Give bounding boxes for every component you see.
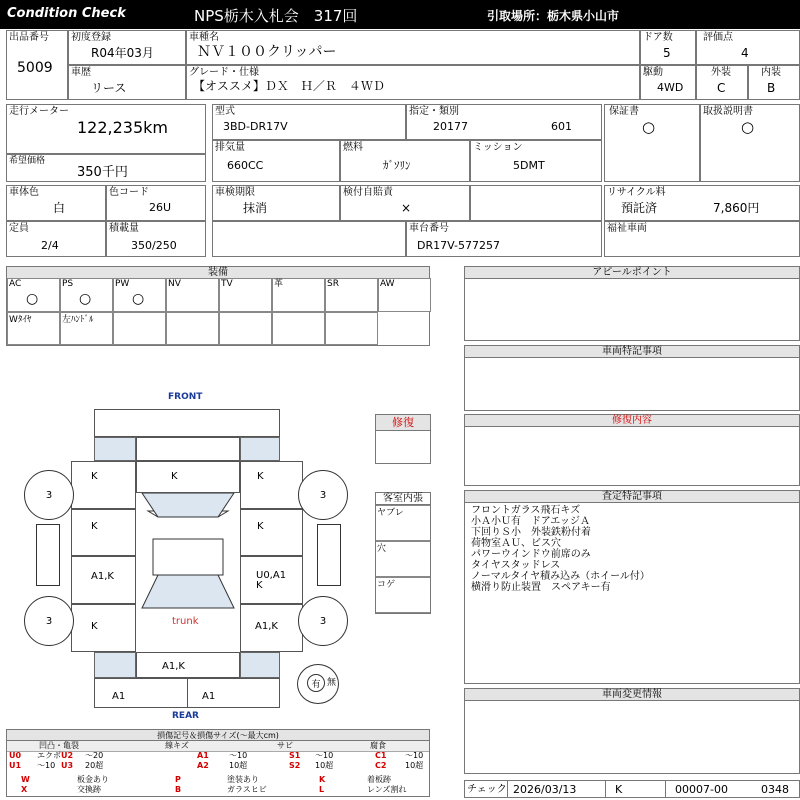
legend-code: A2 [197, 761, 209, 770]
footer-bar: チェック 2026/03/13 K 00007-00 0348 [464, 780, 800, 798]
lot-cell: 出品番号 5009 [6, 30, 68, 100]
front-fender-right [240, 437, 280, 461]
front-fender-left [94, 437, 136, 461]
roof-area [136, 493, 240, 611]
legend-text: 10超 [229, 761, 248, 770]
interior-cell [376, 505, 430, 541]
interior-label: コゲ [377, 580, 396, 590]
designation-cell: 指定・類別 20177 601 [406, 104, 602, 140]
legend-text: 〜10 [229, 751, 248, 760]
equipment-cell [7, 278, 60, 312]
check-date: 2026/03/13 [513, 783, 577, 796]
color-cell: 車体色 白 [6, 185, 106, 221]
change-info-panel: 車両変更情報 [464, 688, 800, 774]
manual-mark: ○ [741, 118, 755, 136]
legend-text: 20超 [85, 761, 104, 770]
legend-text: 〜10 [37, 761, 56, 770]
legend-text: ガラスヒビ [227, 785, 267, 794]
grade-score: 4 [741, 46, 749, 60]
blank-cell-2 [212, 221, 406, 257]
legend-code: U0 [9, 751, 22, 760]
tire-rr: 3 [298, 596, 348, 646]
recycle-cell: リサイクル料 預託済 7,860円 [604, 185, 800, 221]
equipment-label: NV [168, 279, 181, 289]
legend-group: サビ [243, 741, 327, 752]
legend-text: レンズ割れ [367, 785, 407, 794]
price-cell: 希望価格 350千円 [6, 154, 206, 182]
equipment-mark: ○ [79, 291, 92, 307]
hood [136, 461, 240, 493]
name-cell: 車種名 ＮＶ１００クリッパー [186, 30, 640, 65]
inspection-note: 横滑り防止装置 スペアキー有 [471, 582, 611, 593]
legend-text: 10超 [315, 761, 334, 770]
header-bar [0, 0, 800, 29]
equipment-label: PS [62, 279, 74, 289]
equipment-mark: ○ [132, 291, 145, 307]
auction-name: NPS栃木入札会 317回 [194, 7, 358, 25]
capacity-cell: 定員 2/4 [6, 221, 106, 257]
legend-code: S1 [289, 751, 301, 760]
legend-text: 〜20 [85, 751, 104, 760]
special-notes-panel: 車両特記事項 [464, 345, 800, 411]
legend-code: S2 [289, 761, 301, 770]
appeal-panel: アピールポイント [464, 266, 800, 341]
equipment-cell [272, 312, 325, 345]
equipment-cell [166, 312, 219, 345]
rear-gate [136, 652, 240, 678]
legend-group: 凹凸・亀裂 [7, 741, 111, 752]
pickup-location: 引取場所：栃木県小山市 [487, 9, 620, 23]
l-door [71, 509, 136, 556]
jibai-cell: 検付自賠責 × [340, 185, 470, 221]
warranty-cell: 保証書 ○ [604, 104, 700, 182]
legend-code: X [21, 785, 28, 794]
equipment-cell [219, 312, 272, 345]
interior-cell [376, 541, 430, 577]
rear-fender-left [94, 652, 136, 678]
legend-code: P [175, 775, 181, 784]
legend-code: A1 [197, 751, 209, 760]
right-side-window [317, 524, 341, 586]
legend-code: K [319, 775, 326, 784]
legend-code: C2 [375, 761, 387, 770]
equipment-cell [219, 278, 272, 312]
inspection-note: フロントガラス飛石キズ [471, 505, 581, 516]
mission-cell: ミッション 5DMT [470, 140, 602, 182]
manual-cell: 取扱説明書 ○ [700, 104, 800, 182]
blank-cell-1 [470, 185, 602, 221]
repair-box: 修復 [375, 414, 431, 464]
rl-quarter [71, 604, 136, 652]
mileage-cell: 走行メーター 122,235km [6, 104, 206, 154]
legend-code: U3 [61, 761, 74, 770]
legend-text: エクボ [37, 751, 61, 760]
shaken-cell: 車検期限 抹消 [212, 185, 340, 221]
legend-text: 〜10 [315, 751, 334, 760]
load-cell: 積載量 350/250 [106, 221, 206, 257]
equipment-cell [378, 278, 431, 312]
legend-text: 板金あり [77, 775, 109, 784]
car-name: ＮＶ１００クリッパー [197, 44, 337, 60]
fl-door [71, 461, 136, 509]
legend-code: B [175, 785, 182, 794]
equipment-label: AC [9, 279, 22, 289]
front-bumper [94, 409, 280, 437]
interior-label: ヤブレ [377, 508, 404, 518]
equipment-label: SR [327, 279, 339, 289]
equipment-cell [60, 278, 113, 312]
legend-group: 腐食 [327, 741, 429, 752]
inspection-note: パワーウインドウ前席のみ [471, 549, 591, 560]
equipment-label: AW [380, 279, 395, 289]
equipment-label: TV [221, 279, 233, 289]
legend-text: 10超 [405, 761, 424, 770]
warranty-mark: ○ [642, 118, 656, 136]
legend-code: C1 [375, 751, 387, 760]
tire-rl: 3 [24, 596, 74, 646]
inspection-note: 小Ａ小Ｕ有 ドアエッジＡ [471, 516, 590, 527]
interior-cell [376, 577, 430, 613]
chassis-cell: 車台番号 DR17V-577257 [406, 221, 602, 257]
damage-legend: 損傷記号＆損傷サイズ(〜最大cm) 凹凸・亀裂 線キズ サビ 腐食 U0 エクボ U2 〜20 A1 〜10 S1 〜10 C1 〜10 U1 〜10 U3 20超 A2 10超 S2 10超 C2 10超 W 板金あり P 塗装あり K 着板跡 X 交換跡 B ガラスヒビ L レンズ割れ [6, 729, 430, 797]
legend-text: 着板跡 [367, 775, 391, 784]
fr-door [240, 461, 303, 509]
doors-cell: ドア数 5 [640, 30, 696, 65]
fuel-cell: 燃料 ｶﾞｿﾘﾝ [340, 140, 470, 182]
color-code-cell: 色コード 26U [106, 185, 206, 221]
tire-fr: 3 [298, 470, 348, 520]
equipment-cell [113, 278, 166, 312]
equipment-cell [272, 278, 325, 312]
interior-label: 穴 [377, 544, 387, 554]
equipment-cell [325, 312, 378, 345]
legend-code: U2 [61, 751, 74, 760]
equipment-label: 革 [274, 279, 284, 289]
displacement-cell: 排気量 660CC [212, 140, 340, 182]
interior-box: 客室内張 ヤブレ 穴 コゲ [375, 492, 431, 614]
equipment-label: PW [115, 279, 130, 289]
legend-group: 線キズ [111, 741, 243, 752]
first-registration: R04年03月 [91, 46, 154, 60]
tire-fl: 3 [24, 470, 74, 520]
exterior-cell: 外装 C [696, 65, 748, 100]
grade-cell: グレード・仕様 【オススメ】ＤＸ Ｈ／Ｒ ４ＷＤ [186, 65, 640, 100]
legend-text: 塗装あり [227, 775, 259, 784]
equipment-mark: ○ [26, 291, 39, 307]
left-side-window [36, 524, 60, 586]
welfare-cell: 福祉車両 [604, 221, 800, 257]
equipment-cell [166, 278, 219, 312]
history-cell: 車歴 リース [68, 65, 186, 100]
repair-contents-panel: 修復内容 [464, 414, 800, 486]
equipment-cell [7, 312, 60, 345]
lot-number: 5009 [17, 60, 53, 76]
equipment-label: Wﾀｲﾔ [9, 315, 32, 325]
equipment-cell [325, 278, 378, 312]
equipment-label: 左ﾊﾝﾄﾞﾙ [62, 315, 94, 325]
rear-fender-right [240, 652, 280, 678]
sheet-title: Condition Check [7, 6, 126, 21]
equipment-table: 装備 AC ○ PS ○ PW ○ NV TV 革 SR AW Wﾀｲﾔ 左ﾊﾝﾄﾞﾙ [6, 266, 430, 346]
legend-code: W [21, 775, 30, 784]
inspection-note: タイヤスタッドレス [471, 560, 561, 571]
model-cell: 型式 3BD-DR17V [212, 104, 406, 140]
price: 350千円 [77, 165, 128, 180]
inspection-note: ノーマルタイヤ積み込み（ホイール付） [471, 571, 650, 582]
front-panel [136, 437, 240, 461]
equipment-cell [113, 312, 166, 345]
reg-cell: 初度登録 R04年03月 [68, 30, 186, 65]
legend-text: 〜10 [405, 751, 424, 760]
drive-cell: 駆動 4WD [640, 65, 696, 100]
interior-cell: 内装 B [748, 65, 800, 100]
inspection-notes-panel: 査定特記事項 フロントガラス飛石キズ 小Ａ小Ｕ有 ドアエッジＡ 下回りＳ小 外装鉄粉付着 荷物室ＡＵ、ビス穴 パワーウインドウ前席のみ タイヤスタッドレス ノーマルタイヤ積み込み（ホイール付） 横滑り防止装置 スペアキー有 [464, 490, 800, 684]
legend-text: 交換跡 [77, 785, 101, 794]
score-cell: 評価点 4 [696, 30, 800, 65]
inspection-note: 下回りＳ小 外装鉄粉付着 [471, 527, 591, 538]
r-door [240, 509, 303, 556]
legend-code: L [319, 785, 325, 794]
inspection-note: 荷物室ＡＵ、ビス穴 [471, 538, 561, 549]
chassis-number: DR17V-577257 [417, 239, 500, 252]
spare-present-icon: 有 [307, 674, 325, 692]
legend-code: U1 [9, 761, 22, 770]
equipment-cell [60, 312, 113, 345]
mileage: 122,235km [77, 118, 169, 137]
